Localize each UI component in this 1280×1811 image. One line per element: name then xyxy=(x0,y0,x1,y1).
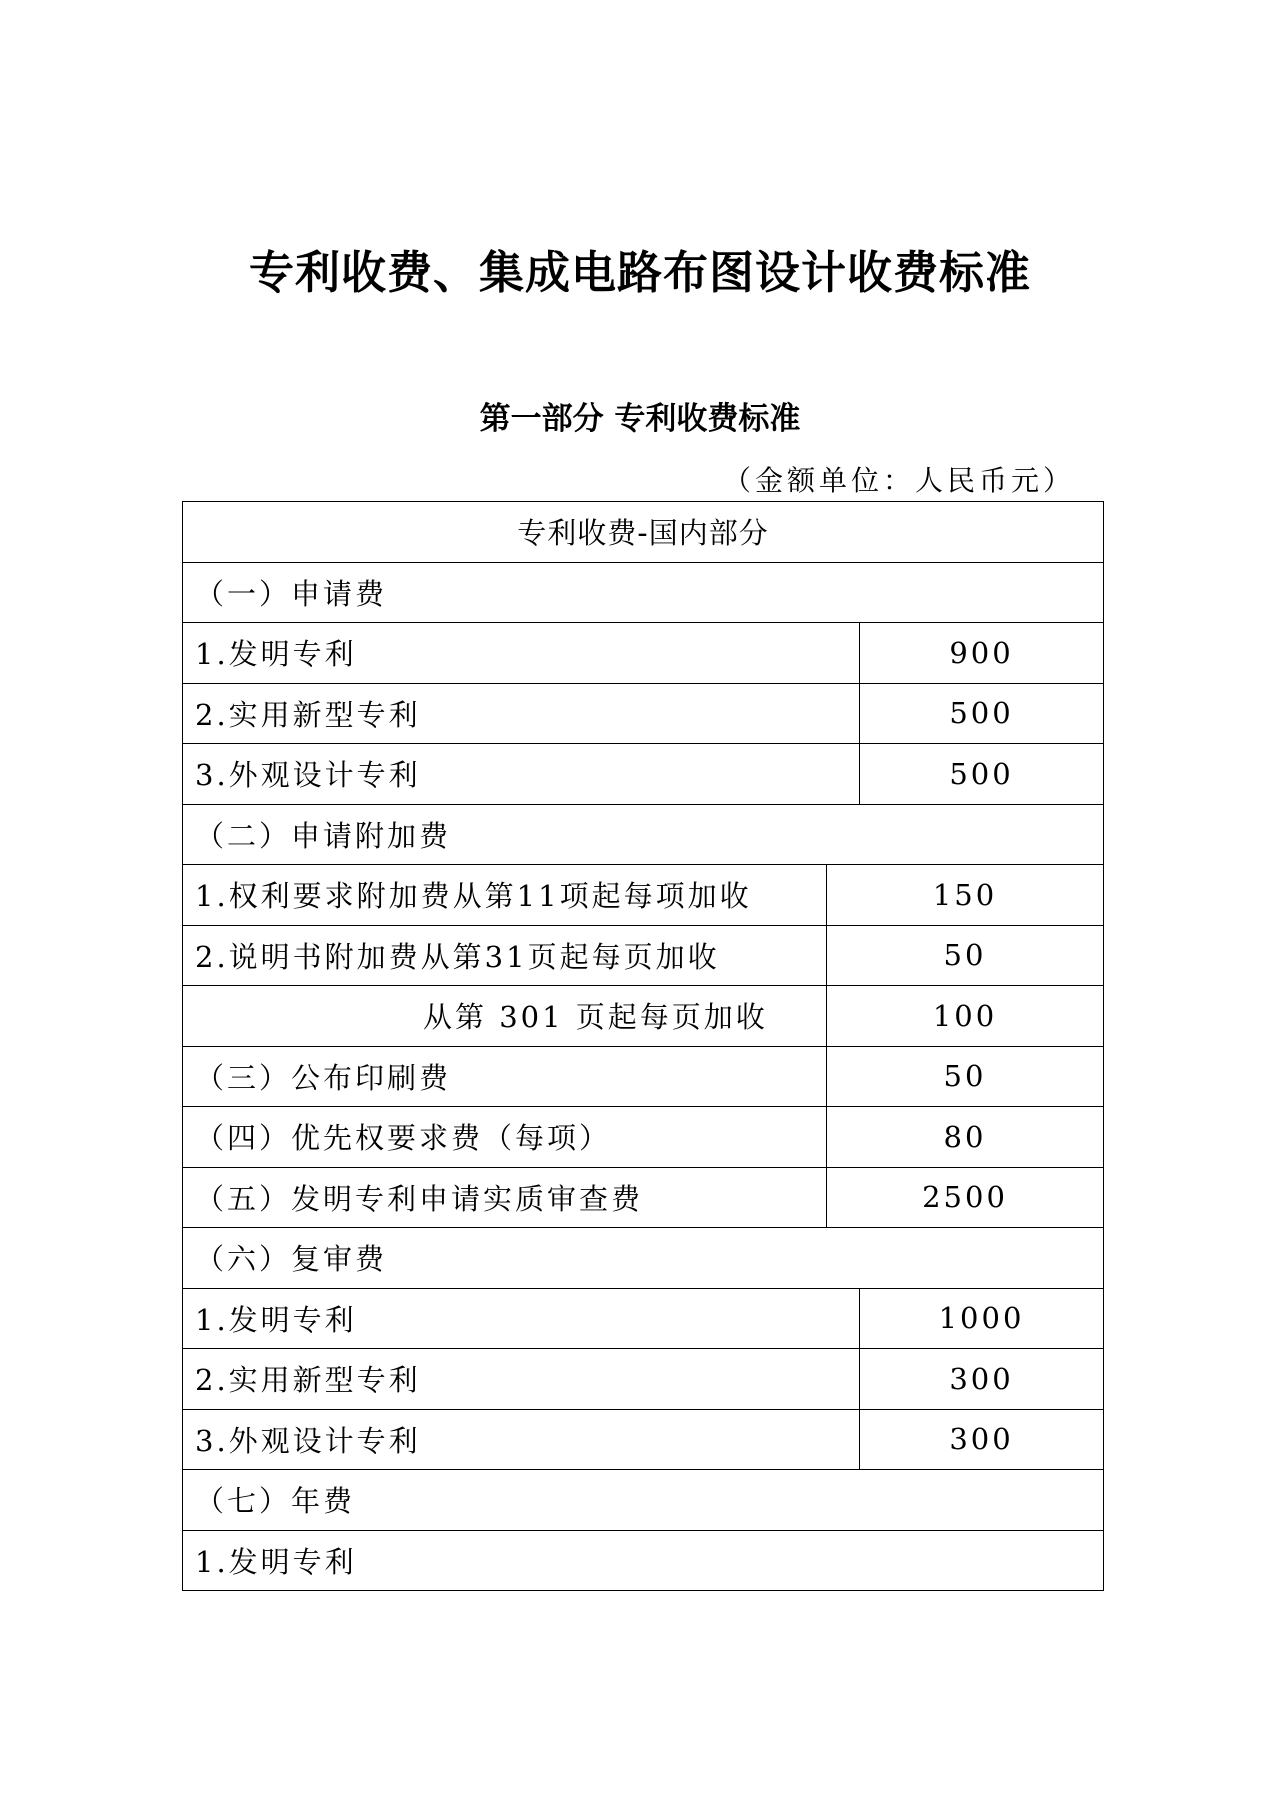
table-row xyxy=(183,1167,1104,1228)
fee-item-label: （七）年费 xyxy=(183,1470,1104,1531)
table-row xyxy=(183,1107,1104,1168)
table-row xyxy=(183,1470,1104,1531)
fee-item-label: （六）复审费 xyxy=(183,1228,1104,1289)
fee-amount: 100 xyxy=(827,986,1104,1047)
currency-unit-note: （金额单位：人民币元） xyxy=(722,464,1075,497)
fee-amount: 500 xyxy=(860,744,1104,805)
fee-amount: 900 xyxy=(860,623,1104,684)
fee-amount: 150 xyxy=(827,865,1104,926)
fee-amount: 500 xyxy=(860,683,1104,744)
section-subtitle: 第一部分 专利收费标准 xyxy=(479,401,801,437)
table-row xyxy=(183,1530,1104,1591)
fee-item-label: 1.发明专利 xyxy=(183,1530,1104,1591)
document-title: 专利收费、集成电路布图设计收费标准 xyxy=(248,246,1031,299)
fee-amount: 50 xyxy=(827,925,1104,986)
table-row xyxy=(183,562,1104,623)
fee-item-label: （一）申请费 xyxy=(183,562,1104,623)
fee-amount: 2500 xyxy=(827,1167,1104,1228)
table-row xyxy=(183,925,1104,986)
table-row xyxy=(183,865,1104,926)
fee-item-label: 1.权利要求附加费从第11项起每项加收 xyxy=(183,865,827,926)
table-row xyxy=(183,804,1104,865)
fee-item-label: 2.实用新型专利 xyxy=(183,1349,860,1410)
fee-item-label: 2.说明书附加费从第31页起每页加收 xyxy=(183,925,827,986)
fee-item-label: （五）发明专利申请实质审查费 xyxy=(183,1167,827,1228)
table-row xyxy=(183,1046,1104,1107)
table-row xyxy=(183,683,1104,744)
table-row xyxy=(183,623,1104,684)
fee-amount: 300 xyxy=(860,1349,1104,1410)
table-row xyxy=(183,986,1104,1047)
fee-item-label: 从第 301 页起每页加收 xyxy=(183,986,827,1047)
fee-item-label: 1.发明专利 xyxy=(183,1288,860,1349)
fee-amount: 300 xyxy=(860,1409,1104,1470)
table-row xyxy=(183,1288,1104,1349)
fee-amount: 50 xyxy=(827,1046,1104,1107)
fee-item-label: 3.外观设计专利 xyxy=(183,744,860,805)
fee-item-label: （三）公布印刷费 xyxy=(183,1046,827,1107)
fee-item-label: （四）优先权要求费（每项） xyxy=(183,1107,827,1168)
table-row xyxy=(183,1409,1104,1470)
table-row xyxy=(183,1349,1104,1410)
fee-table xyxy=(182,501,1104,1591)
fee-item-label: 1.发明专利 xyxy=(183,623,860,684)
fee-amount: 80 xyxy=(827,1107,1104,1168)
fee-item-label: 2.实用新型专利 xyxy=(183,683,860,744)
fee-item-label: （二）申请附加费 xyxy=(183,804,1104,865)
table-row xyxy=(183,1228,1104,1289)
table-header-row xyxy=(183,502,1104,563)
table-header: 专利收费-国内部分 xyxy=(183,502,1104,563)
fee-amount: 1000 xyxy=(860,1288,1104,1349)
table-row xyxy=(183,744,1104,805)
fee-item-label: 3.外观设计专利 xyxy=(183,1409,860,1470)
